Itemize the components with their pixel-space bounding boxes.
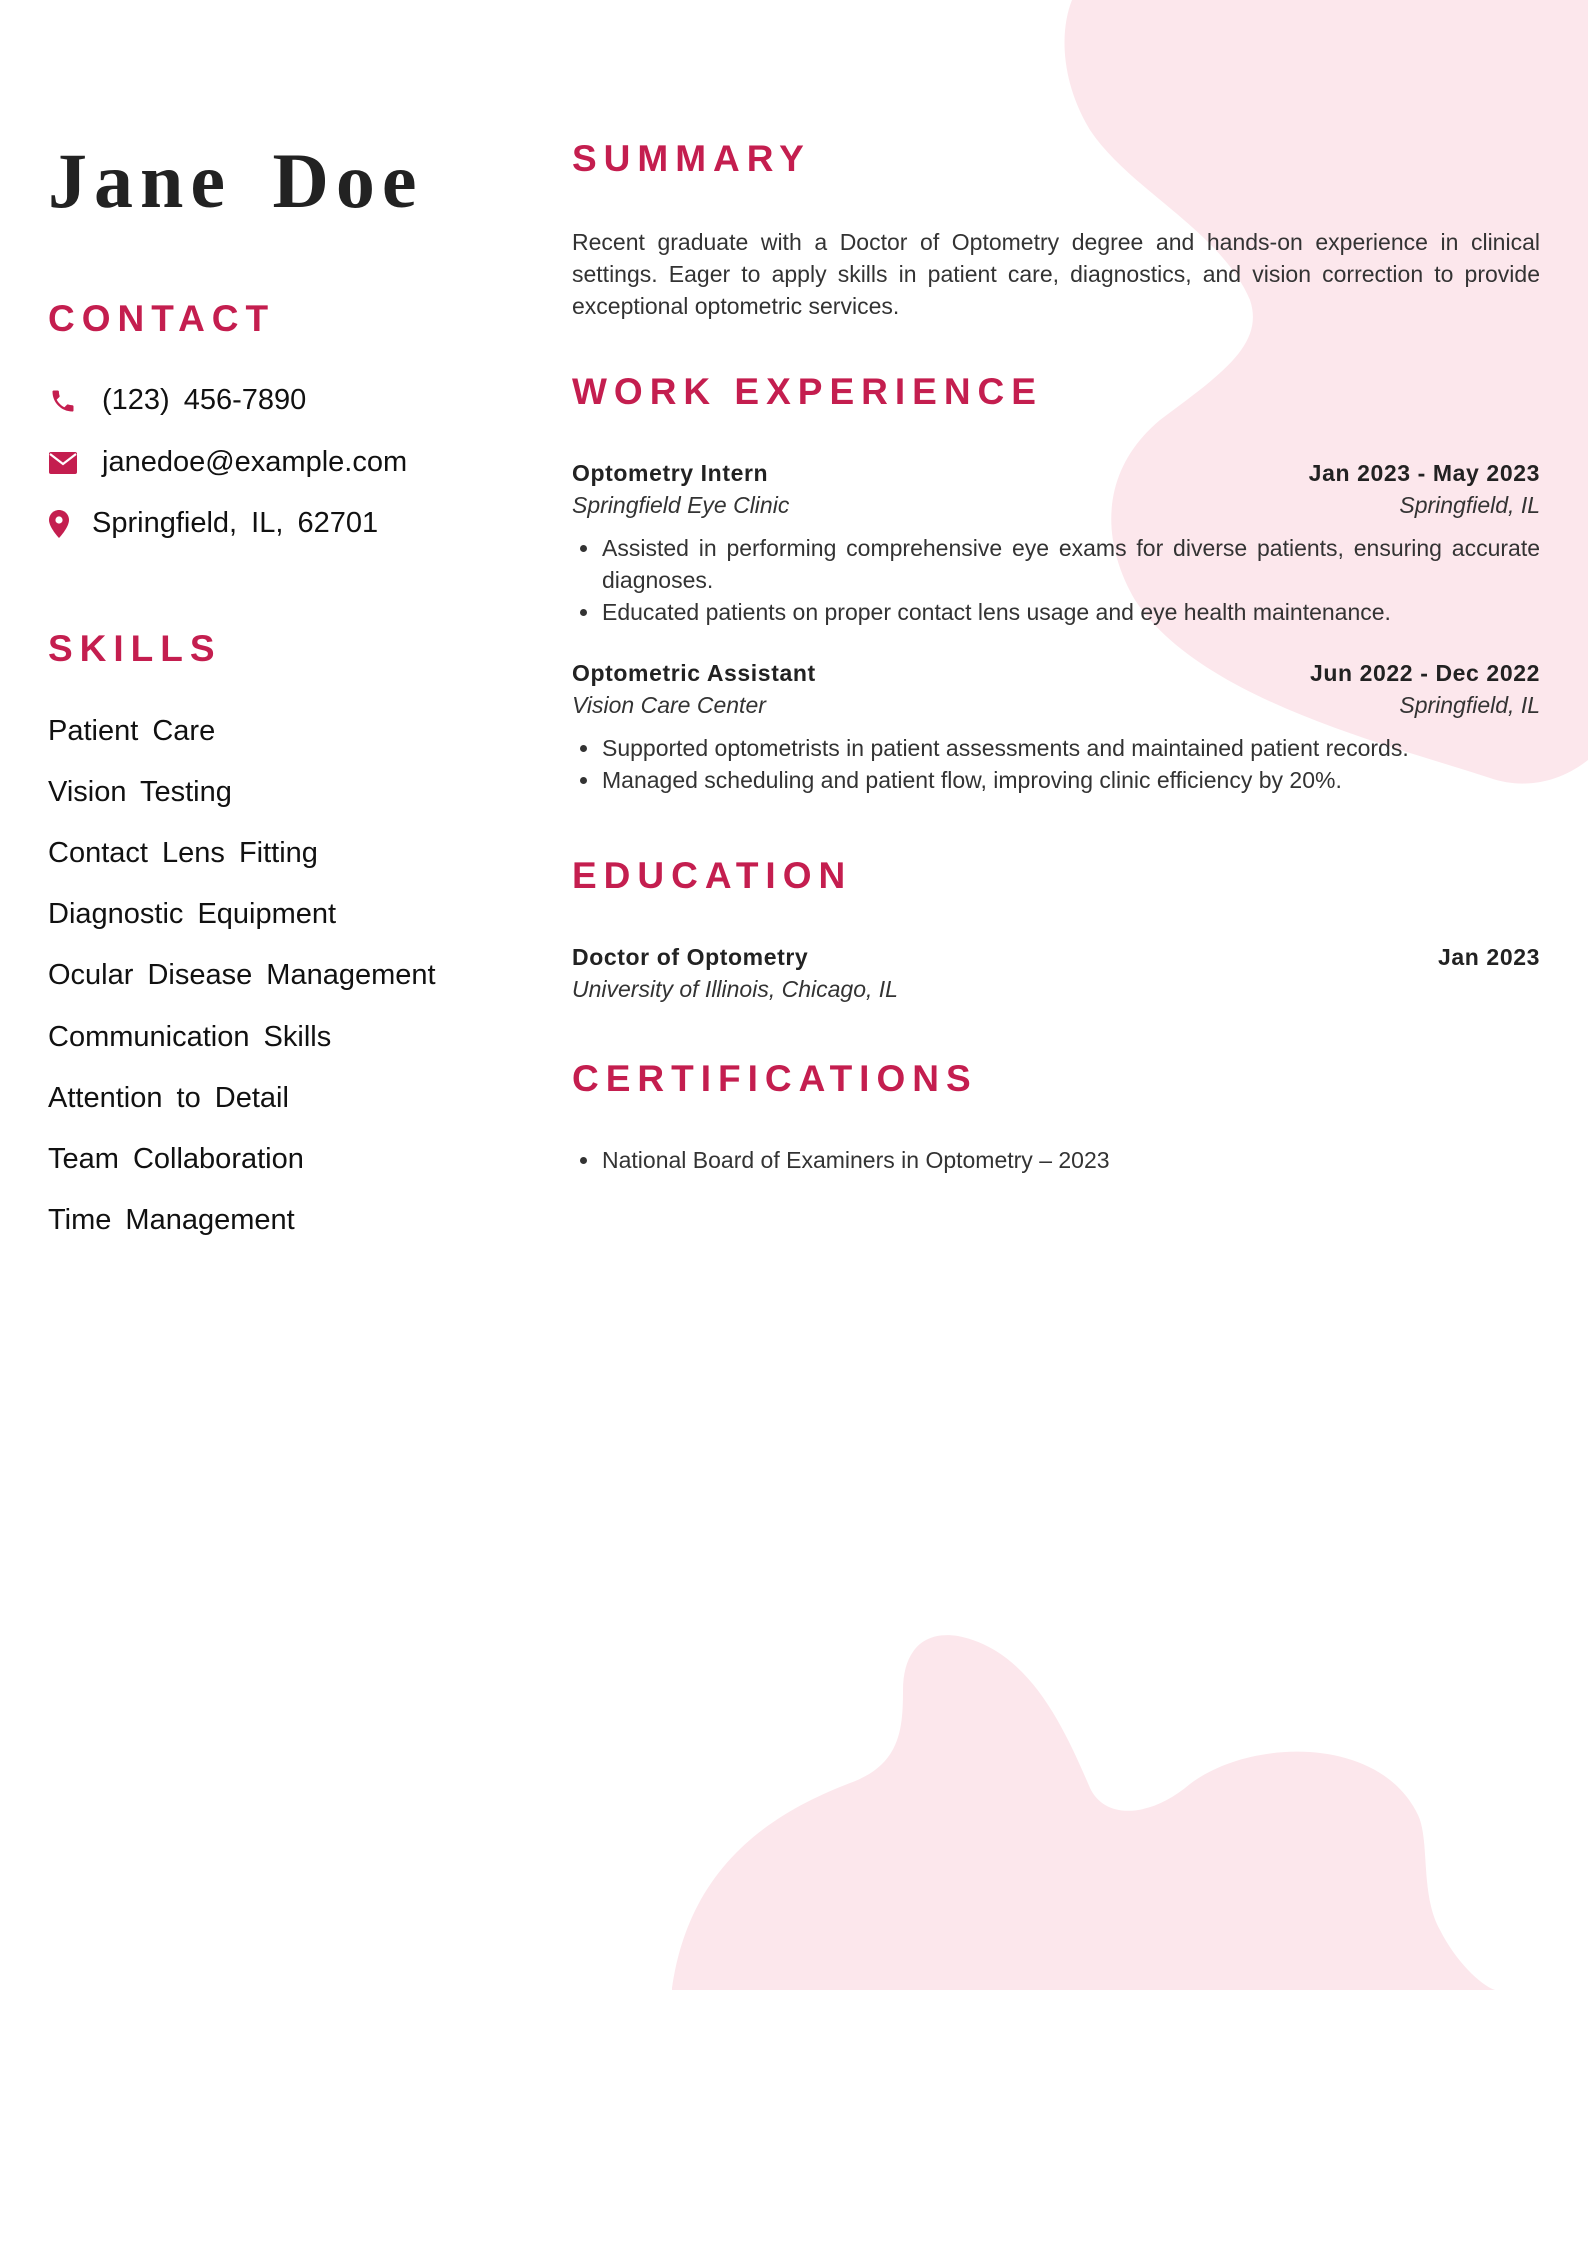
phone-number: (123) 456-7890 [102, 384, 307, 416]
education-date: Jan 2023 [1438, 944, 1540, 970]
job-bullet: Managed scheduling and patient flow, improving clinic efficiency by 20%. [602, 764, 1540, 796]
work-experience-heading: WORK EXPERIENCE [572, 371, 1043, 412]
job-title: Optometry Intern [572, 460, 769, 486]
job-title: Optometric Assistant [572, 660, 816, 686]
contact-heading: CONTACT [48, 298, 276, 339]
job-subheader [572, 492, 1540, 519]
job-dates: Jan 2023 - May 2023 [1308, 460, 1540, 486]
skill-item: Contact Lens Fitting [48, 837, 318, 869]
job-dates: Jun 2022 - Dec 2022 [1309, 660, 1540, 686]
candidate-name: Jane Doe [48, 137, 424, 224]
job-bullets [572, 732, 1540, 796]
job-header [572, 460, 1540, 487]
contact-email [48, 446, 407, 479]
contact-location [48, 507, 378, 540]
skill-item: Time Management [48, 1204, 295, 1236]
skills-heading: SKILLS [48, 628, 222, 669]
skill-item: Attention to Detail [48, 1082, 289, 1114]
degree: Doctor of Optometry [572, 944, 809, 970]
phone-icon [48, 386, 78, 416]
skill-item: Communication Skills [48, 1021, 332, 1053]
job-company: Vision Care Center [572, 692, 766, 718]
skill-item: Patient Care [48, 715, 216, 747]
education-header [572, 944, 1540, 971]
skill-item: Vision Testing [48, 776, 232, 808]
job-company: Springfield Eye Clinic [572, 492, 790, 518]
job-bullet: Educated patients on proper contact lens usage and eye health maintenance. [602, 596, 1540, 628]
summary-heading: SUMMARY [572, 138, 811, 179]
certifications-heading: CERTIFICATIONS [572, 1058, 978, 1099]
email-address[interactable]: janedoe@example.com [102, 446, 408, 478]
skill-item: Diagnostic Equipment [48, 898, 337, 930]
job-bullet: Supported optometrists in patient assessments and maintained patient records. [602, 732, 1540, 764]
certification-item: National Board of Examiners in Optometry – 2023 [602, 1144, 1540, 1176]
education-heading: EDUCATION [572, 855, 853, 896]
skill-item: Team Collaboration [48, 1143, 304, 1175]
education-subheader [572, 976, 1540, 1003]
job-subheader [572, 692, 1540, 719]
location-text: Springfield, IL, 62701 [92, 507, 379, 539]
job-header [572, 660, 1540, 687]
job-bullet: Assisted in performing comprehensive eye exams for diverse patients, ensuring accurate diagnoses. [602, 532, 1540, 596]
job-location: Springfield, IL [1399, 492, 1540, 518]
map-pin-icon [48, 509, 70, 539]
contact-phone [48, 384, 306, 417]
job-bullets [572, 532, 1540, 628]
certification-list [572, 1144, 1540, 1176]
school: University of Illinois, Chicago, IL [572, 976, 898, 1002]
skill-item: Ocular Disease Management [48, 959, 436, 991]
job-location: Springfield, IL [1399, 692, 1540, 718]
summary-text: Recent graduate with a Doctor of Optometry degree and hands-on experience in clinical settings. Eager to apply skills in patient care, diagnostics, and vision correction to provide exceptional optometric services. [572, 229, 1540, 319]
envelope-icon [48, 448, 78, 478]
